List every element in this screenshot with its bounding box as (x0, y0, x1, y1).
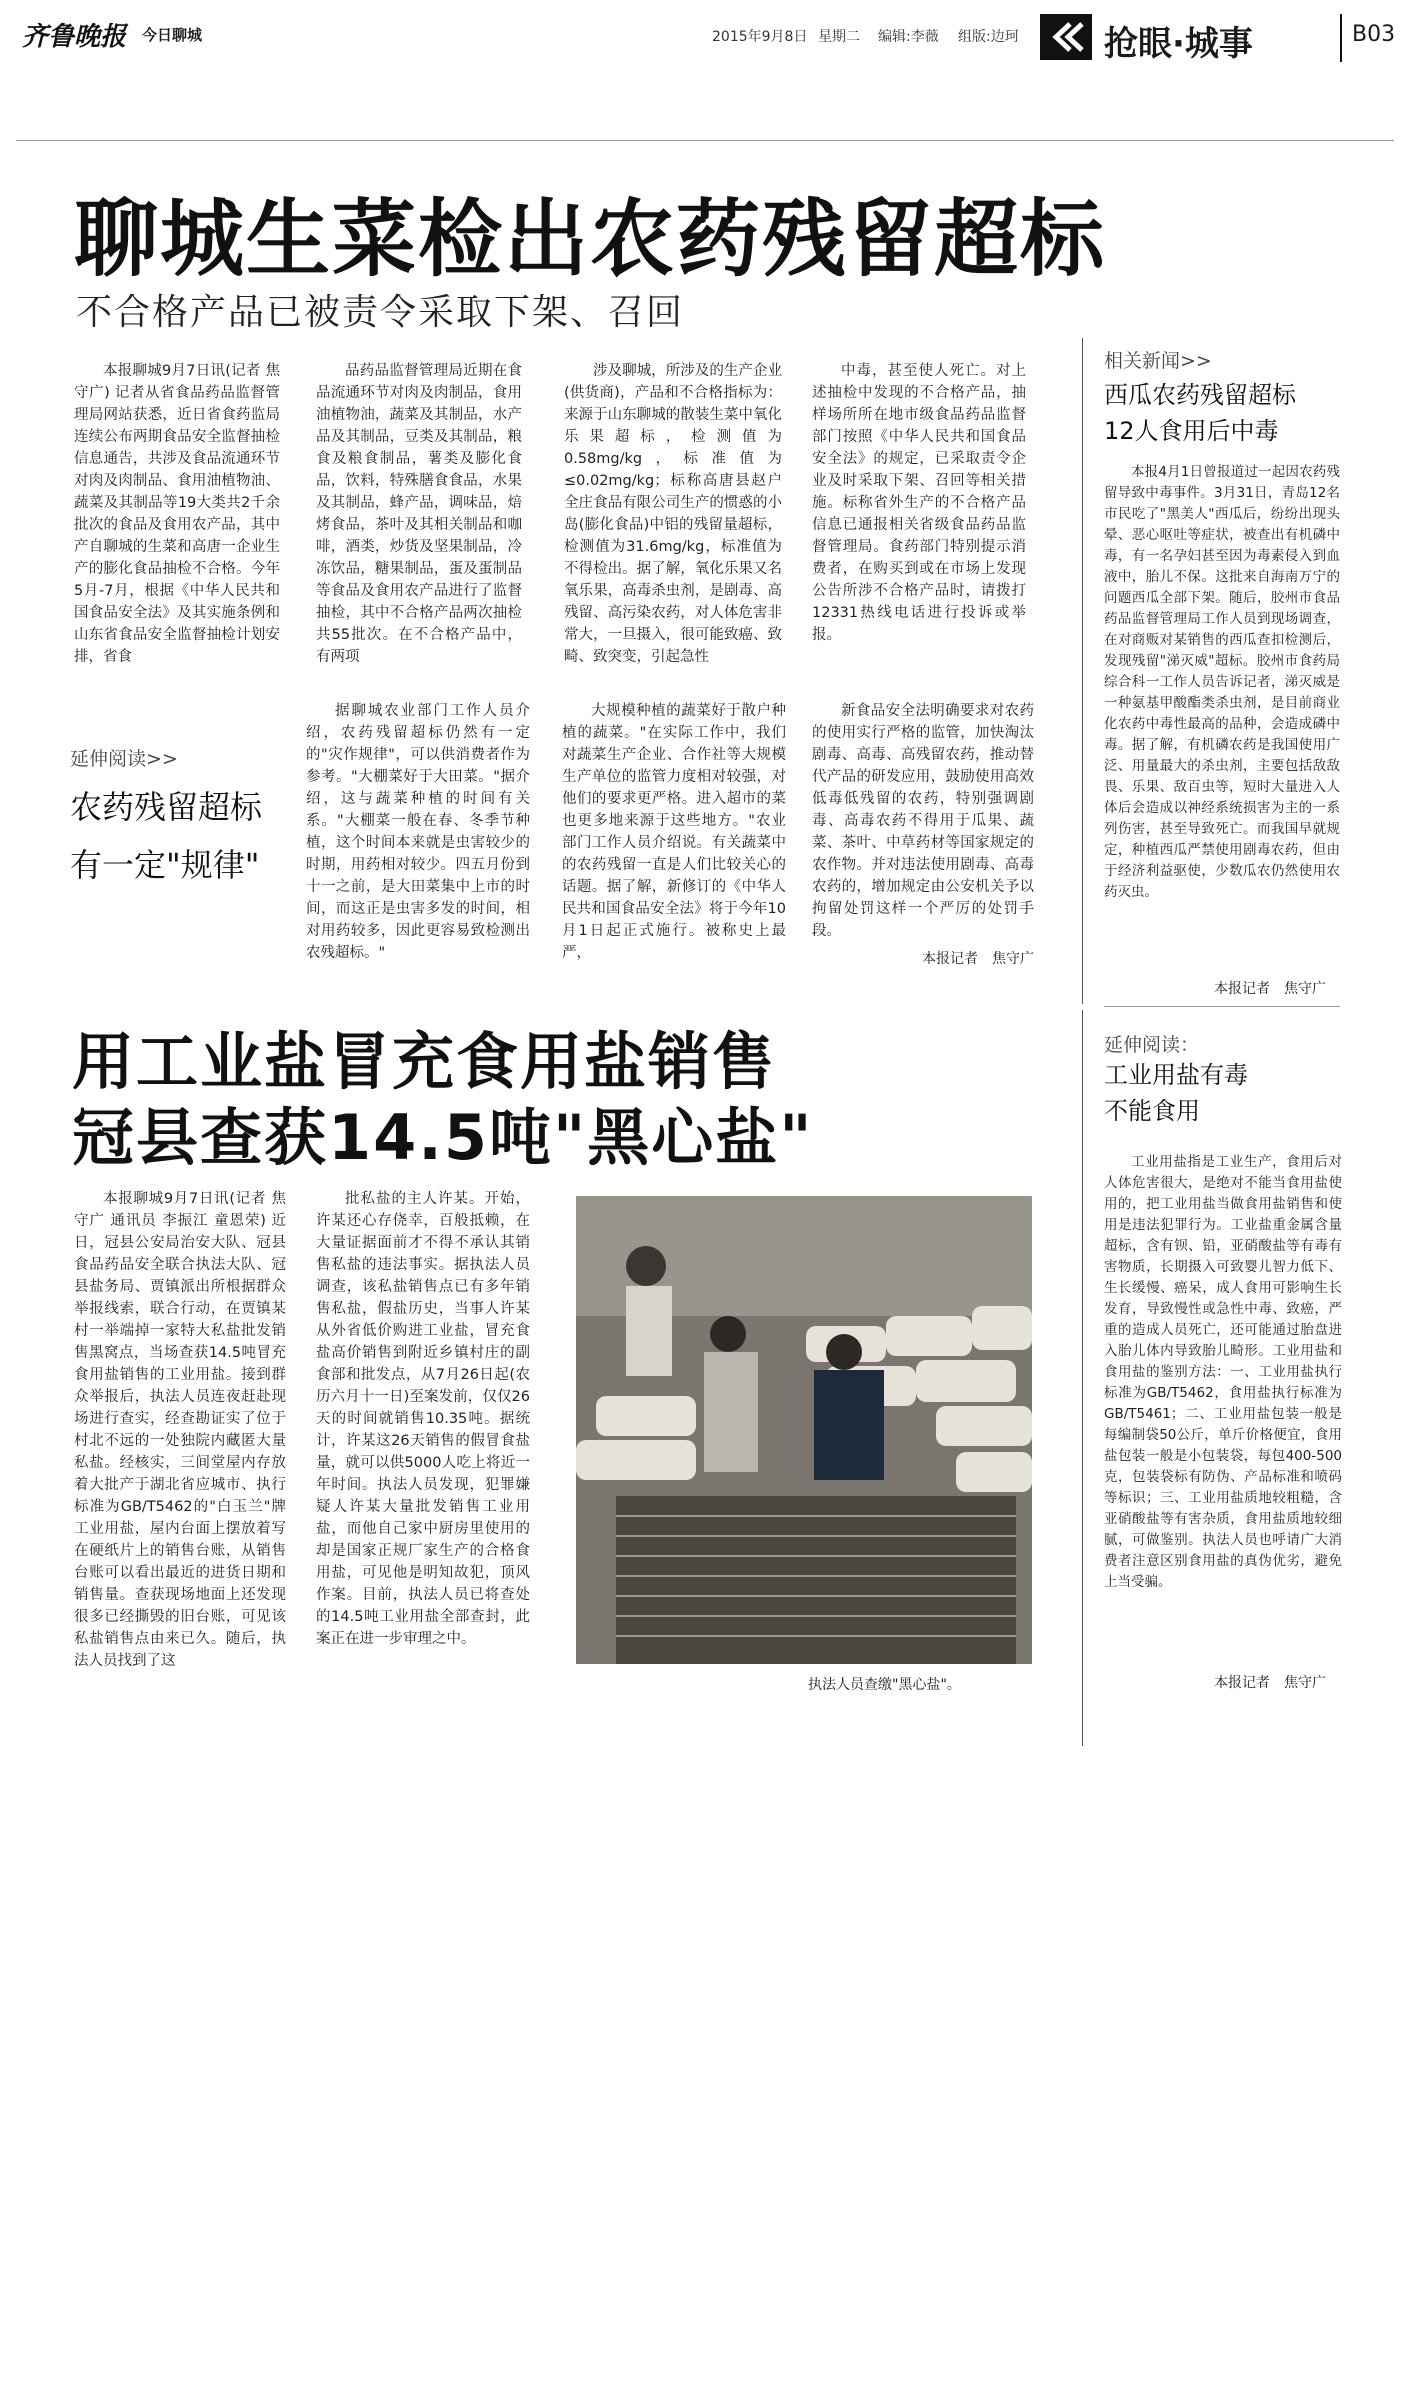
article2-headline-line1: 用工业盐冒充食用盐销售 (72, 1025, 777, 1098)
salt-extension-byline: 本报记者 焦守广 (1214, 1675, 1326, 1691)
extension-column-1: 据聊城农业部门工作人员介绍，农药残留超标仍然有一定的"灾作规律"，可以供消费者作为参考。"大棚菜好于大田菜。"据介绍，这与蔬菜种植的时间有关系。"大棚菜一般在春、冬季节种植，这个时间本来就是虫害较少的时期，用药相对较少。四五月份到十一之前，是大田菜集中上市的时间，而这正是虫害多发的时间，相对用药较多，因此更容易致检测出农残超标。" (306, 703, 530, 961)
newspaper-logo: 齐鲁晚报 (22, 22, 127, 52)
related-news-label: 相关新闻>> (1104, 350, 1212, 372)
section-name: 今日聊城 (142, 26, 203, 44)
related-news-title-line1: 西瓜农药残留超标 (1104, 381, 1296, 409)
sidebar-divider-1 (1082, 338, 1083, 1004)
section-arrow-icon (1040, 14, 1092, 60)
sidebar-rule (1104, 1006, 1340, 1007)
related-news-title-line2: 12人食用后中毒 (1104, 417, 1279, 445)
article-column-4: 中毒，甚至使人死亡。对上述抽检中发现的不合格产品，抽样场所所在地市级食品药品监督部门按照《中华人民共和国食品安全法》的规定，已采取责令企业及时采取下架、召回等相关措施。标称省外生产的不合格产品信息已通报相关省级食品药品监督管理局。食药部门特别提示消费者，在购买到或在市场上发现公告所涉不合格产品时，请拨打12331热线电话进行投诉或举报。 (812, 363, 1026, 643)
article-column-2: 品药品监督管理局近期在食品流通环节对肉及肉制品，食用油植物油，蔬菜及其制品，水产品及其制品，豆类及其制品，粮食及粮食制品，薯类及膨化食品，饮料，特殊膳食食品，水果及其制品，蜂产品，调味品，焙烤食品，茶叶及其相关制品和咖啡，酒类，炒货及坚果制品，冷冻饮品，糖果制品，蛋及蛋制品等食品及食用农产品进行了监督抽检，其中不合格产品两次抽检共55批次。在不合格产品中，有两项 (316, 363, 522, 665)
issue-date: 2015年9月8日 (712, 29, 808, 45)
article2-column-1: 本报聊城9月7日讯(记者 焦守广 通讯员 李振江 童恩荣) 近日，冠县公安局治安大队、冠县食品药品安全联合执法大队、冠县盐务局、贾镇派出所根据群众举报线索，联合行动，在贾镇某村一举端掉一家特大私盐批发销售黑窝点，当场查获14.5吨冒充食用盐销售的工业用盐。接到群众举报后，执法人员连夜赶赴现场进行查实，经查勘证实了位于村北不远的一处独院内藏匿大量私盐。经核实，三间堂屋内存放着大批产于湖北省应城市、执行标准为GB/T5462的"白玉兰"牌工业用盐，屋内台面上摆放着写在硬纸片上的销售台账，从销售台账可以看出最近的进货日期和销售量。查获现场地面上还发现很多已经撕毁的旧台账，可见该私盐销售点由来已久。随后，执法人员找到了这 (74, 1191, 286, 1669)
sidebar-divider-2 (1082, 1010, 1083, 1746)
related-news-body: 本报4月1日曾报道过一起因农药残留导致中毒事件。3月31日，青岛12名市民吃了"黑美人"西瓜后，纷纷出现头晕、恶心呕吐等症状，被查出有机磷中毒，有一名孕妇甚至因为毒素侵入到血液中，胎儿不保。这批来自海南万宁的问题西瓜全部下架。随后，胶州市食品药品监督管理局工作人员到现场调查，在对商贩对某销售的西瓜查扣检测后，发现残留"涕灭威"超标。胶州市食药局综合科一工作人员告诉记者，涕灭威是一种氨基甲酸酯类杀虫剂，是目前商业化农药中毒性最高的品种，会造成磷中毒。据了解，有机磷农药是我国使用广泛、用量最大的杀虫剂，主要包括敌敌畏、乐果、敌百虫等，短时大量进入人体后会造成以神经系统损害为主的一系列伤害，甚至导致死亡。而我国早就规定，种植西瓜严禁使用剧毒农药，但由于经济利益驱使，少数瓜农仍然使用农药灭虫。 (1104, 464, 1340, 900)
article-headline: 聊城生菜检出农药残留超标 (74, 190, 1107, 288)
salt-seizure-photo (576, 1196, 1032, 1664)
issue-weekday: 星期二 (818, 29, 860, 45)
salt-extension-label: 延伸阅读： (1104, 1034, 1200, 1056)
editor-credit: 编辑:李薇 (878, 29, 939, 45)
related-news-byline: 本报记者 焦守广 (1214, 981, 1326, 997)
extension-title-line1: 农药残留超标 (70, 788, 263, 826)
header-divider (1340, 14, 1342, 62)
salt-extension-title-line1: 工业用盐有毒 (1104, 1061, 1248, 1089)
article-column-1: 本报聊城9月7日讯(记者 焦守广) 记者从省食品药品监督管理局网站获悉，近日省食药监局连续公布两期食品安全监督抽检信息通告，共涉及食品流通环节对肉及肉制品、食用油植物油、蔬菜及其制品等19大类共2千余批次的食品及食用农产品，其中产自聊城的生菜和高唐一企业生产的膨化食品抽检不合格。今年5月-7月，根据《中华人民共和国食品安全法》及其实施条例和山东省食品安全监督抽检计划安排，省食 (74, 363, 280, 665)
salt-extension-title-line2: 不能食用 (1104, 1097, 1200, 1125)
article-subheadline: 不合格产品已被责令采取下架、召回 (76, 292, 685, 333)
header-rule (16, 140, 1394, 141)
column-title: 抢眼·城事 (1104, 24, 1253, 64)
photo-caption: 执法人员查缴"黑心盐"。 (808, 1677, 961, 1693)
extension-column-3: 新食品安全法明确要求对农药的使用实行严格的监管，加快淘汰剧毒、高毒、高残留农药，推动替代产品的研发应用，鼓励使用高效低毒低残留的农药，特别强调剧毒、高毒农药不得用于瓜果、蔬菜、茶叶、中草药材等国家规定的农作物。并对违法使用剧毒、高毒农药的，增加规定由公安机关予以拘留处罚这样一个严厉的处罚手段。 (812, 703, 1034, 939)
article-column-3: 涉及聊城，所涉及的生产企业(供货商)，产品和不合格指标为：来源于山东聊城的散装生菜中氧化乐果超标，检测值为0.58mg/kg，标准值为≤0.02mg/kg；标称高唐县赵户全庄食品有限公司生产的惯惑的小岛(膨化食品)中铝的残留量超标，检测值为31.6mg/kg，标准值为不得检出。据了解，氧化乐果又名氧乐果，高毒杀虫剂，是剧毒、高残留、高污染农药，对人体危害非常大，一旦摄入，很可能致癌、致畸、致突变，引起急性 (564, 363, 782, 665)
salt-extension-body: 工业用盐指是工业生产，食用后对人体危害很大，是绝对不能当食用盐使用的，把工业用盐当做食用盐销售和使用是违法犯罪行为。工业盐重金属含量超标，含有钡、铅，亚硝酸盐等有毒有害物质，长期摄入可致婴儿智力低下、生长缓慢、癌呆，成人食用可影响生长发育，导致慢性或急性中毒、致癌，严重的造成人员死亡，还可能通过胎盘进入胎儿体内导致胎儿畸形。工业用盐和食用盐的鉴别方法：一、工业用盐执行标准为GB/T5462，食用盐执行标准为GB/T5461；二、工业用盐包装一般是每编制袋50公斤，单斤价格便宜，食用盐包装一般是小包装袋，每包400-500克，包装袋标有防伪、产品标准和喷码等标识；三、工业用盐质地较粗糙，含亚硝酸盐等有害杂质，食用盐质地较细腻，可做鉴别。执法人员也呼请广大消费者注意区别食用盐的真伪优劣，避免上当受骗。 (1104, 1154, 1342, 1590)
extension-title-line2: 有一定"规律" (70, 846, 260, 884)
article2-headline-line2: 冠县查获14.5吨"黑心盐" (72, 1101, 814, 1174)
extension-column-2: 大规模种植的蔬菜好于散户种植的蔬菜。"在实际工作中，我们对蔬菜生产企业、合作社等大规模生产单位的监管力度相对较强，对他们的要求更严格。进入超市的菜也更多地来源于这些地方。"农业部门工作人员介绍说。有关蔬菜中的农药残留一直是人们比较关心的话题。据了解，新修订的《中华人民共和国食品安全法》将于今年10月1日起正式施行。被称史上最严， (562, 703, 786, 961)
page-number: B03 (1352, 22, 1396, 47)
layout-credit: 组版:边珂 (958, 29, 1019, 45)
extension-label: 延伸阅读>> (70, 748, 178, 770)
extension-byline: 本报记者 焦守广 (922, 951, 1034, 967)
article2-column-2: 批私盐的主人许某。开始，许某还心存侥幸，百般抵赖，在大量证据面前才不得不承认其销售私盐的违法事实。据执法人员调查，该私盐销售点已有多年销售私盐，假盐历史，当事人许某从外省低价购进工业盐，冒充食盐高价销售到附近乡镇村庄的副食部和批发点，从7月26日起(农历六月十一日)至案发前，仅仅26天的时间就销售10.35吨。据统计，许某这26天销售的假冒食盐量，就可以供5000人吃上将近一年时间。执法人员发现，犯罪嫌疑人许某大量批发销售工业用盐，而他自己家中厨房里使用的却是国家正规厂家生产的合格食用盐，可见他是明知故犯，顶风作案。目前，执法人员已将查处的14.5吨工业用盐全部查封，此案正在进一步审理之中。 (316, 1191, 530, 1647)
